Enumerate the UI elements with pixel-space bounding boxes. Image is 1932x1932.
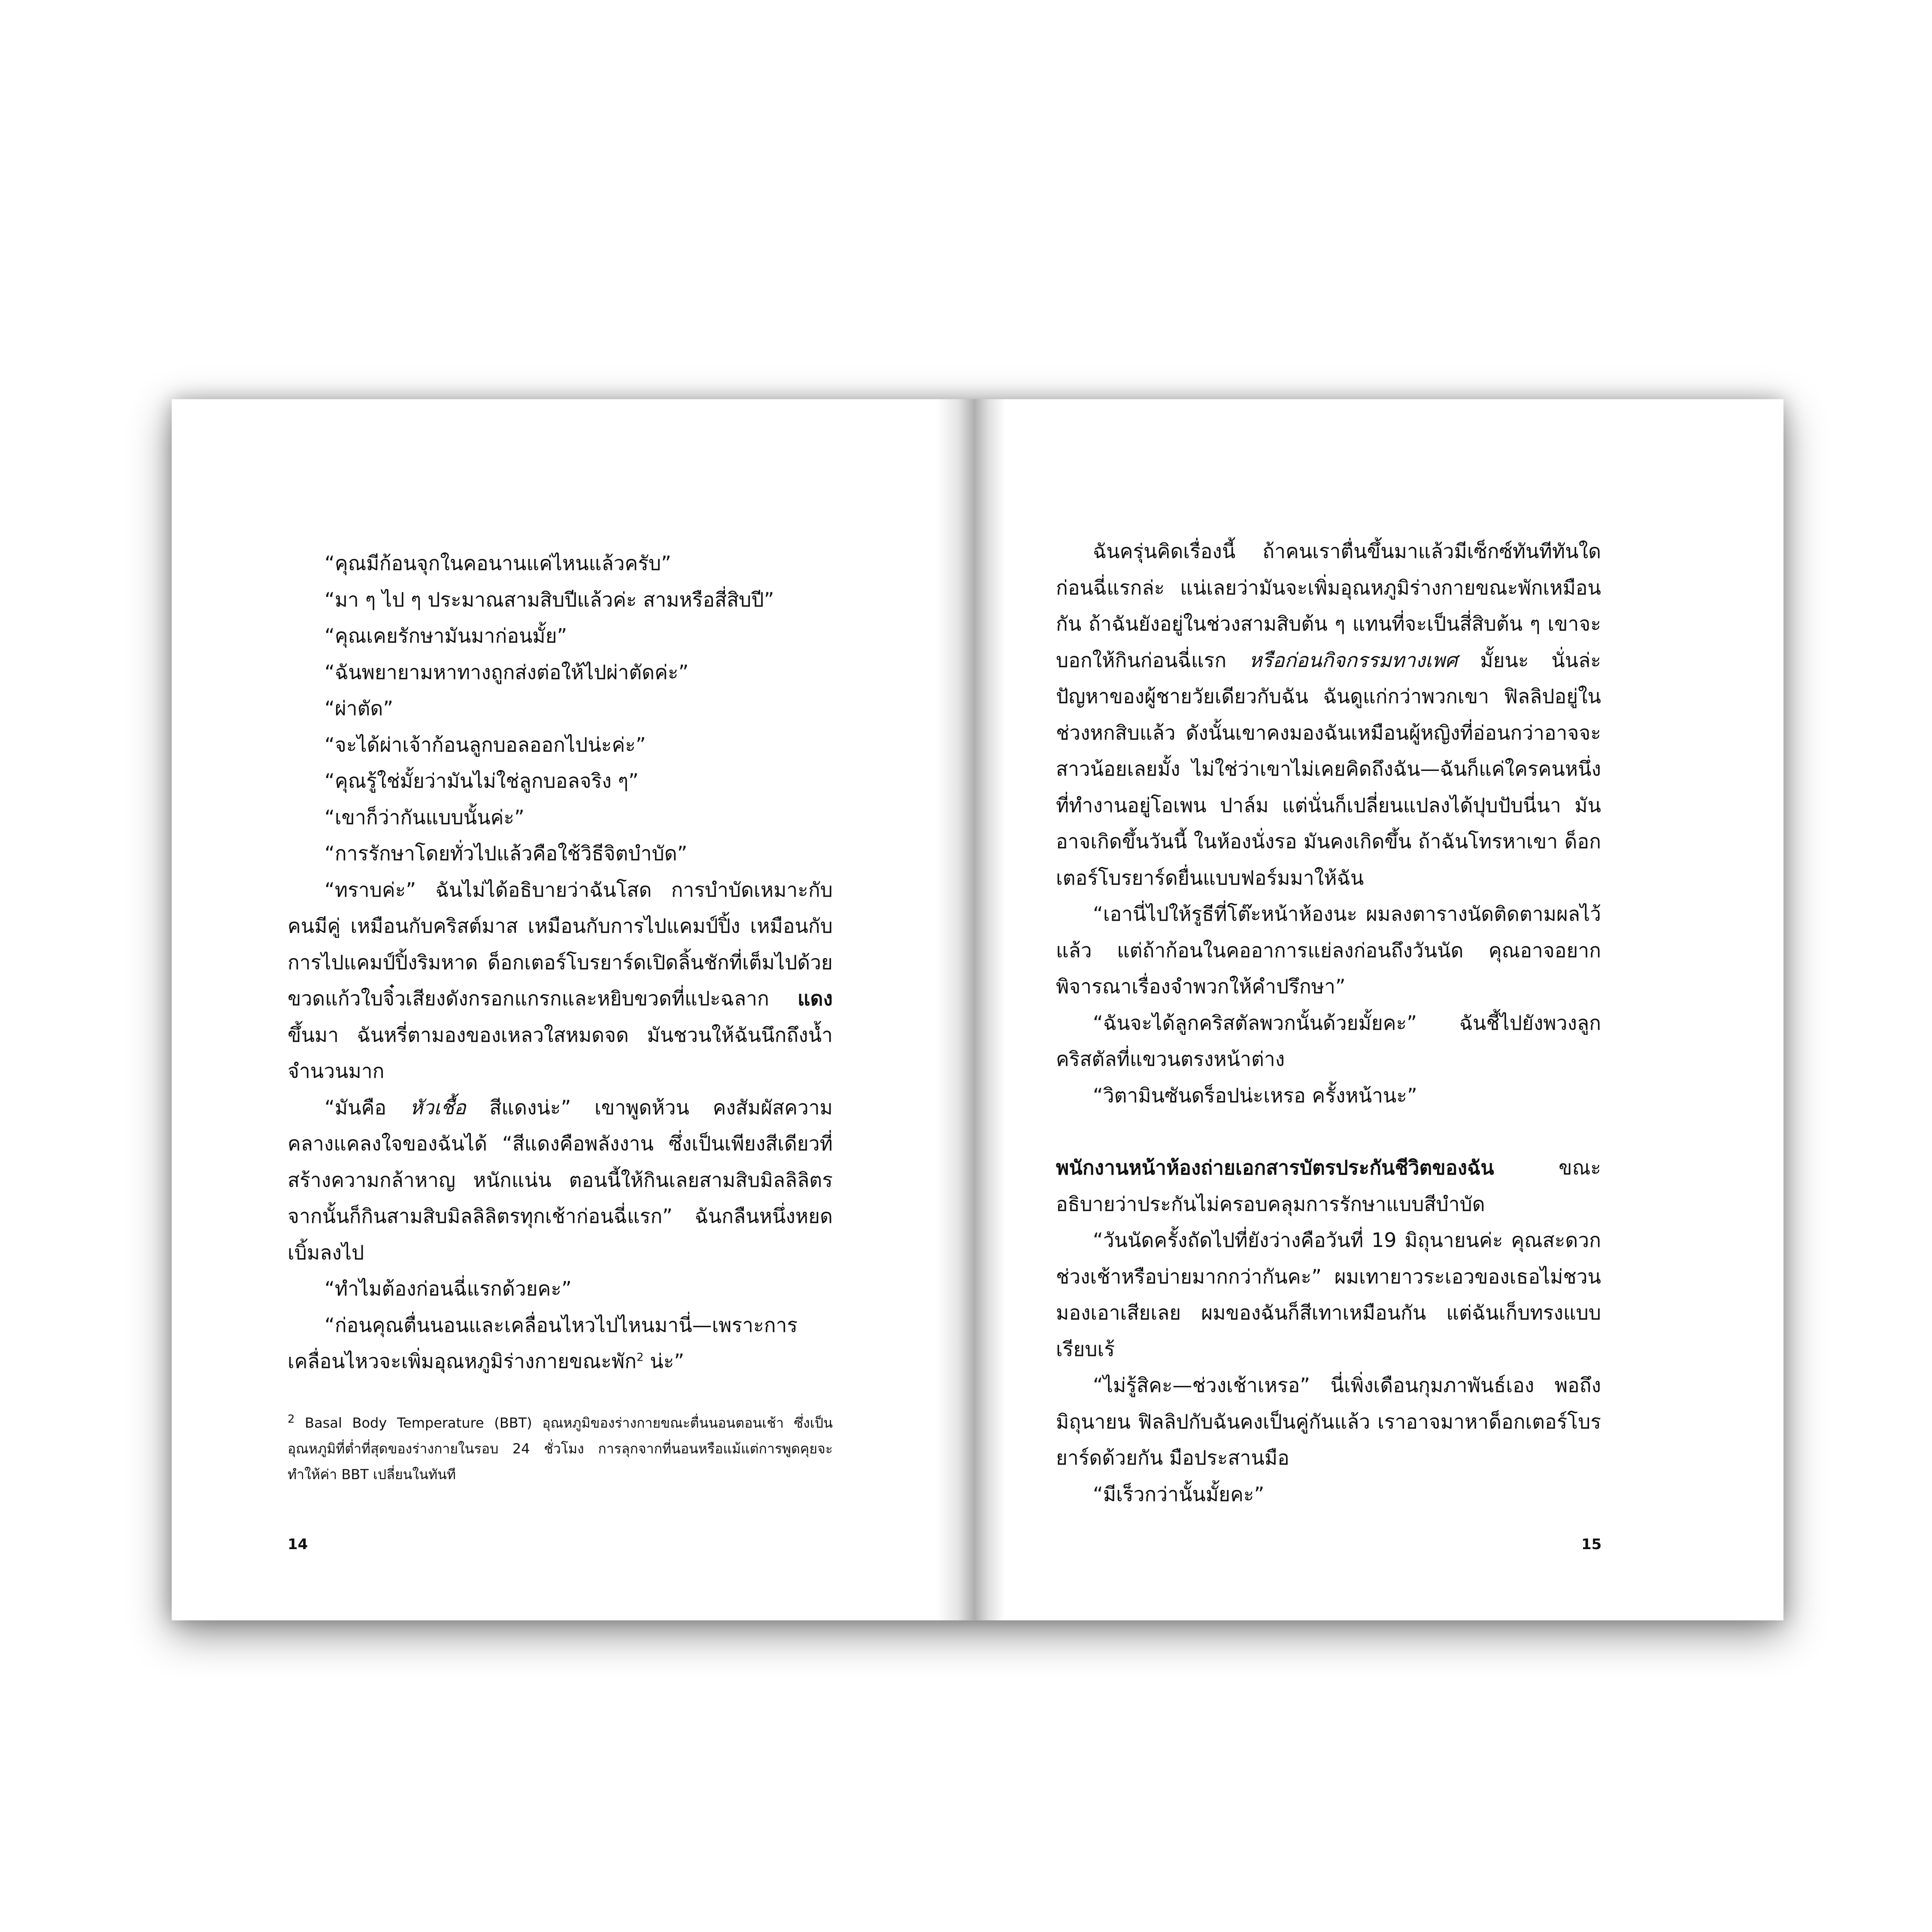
paragraph: “คุณมีก้อนจุกในคอนานแค่ไหนแล้วครับ” [325,552,671,575]
bold-label: แดง [798,987,833,1010]
text-run: “มันคือ [325,1095,410,1119]
footnote-text: Basal Body Temperature (BBT) อุณหภูมิของร่างกายขณะตื่นนอนตอนเช้า ซึ่งเป็นอุณหภูมิที่ต่ำที่สุดของร่างกายในรอบ 24 ชั่วโมง การลุกจากที่นอนหรือแม้แต่การพูดคุยจะทำให้ค่า BBT เปลี่ยนในทันที [288,1415,833,1483]
paragraph: “วันนัดครั้งถัดไปที่ยังว่างคือวันที่ 19 มิถุนายนค่ะ คุณสะดวกช่วงเช้าหรือบ่ายมากกว่ากันคะ” ผมเทายาวระเอวของเธอไม่ชวนมองเอาเสียเลย ผมของฉันก็สีเทาเหมือนกัน แต่ฉันเก็บทรงแบบเรียบเร้ [1056,1228,1601,1361]
text-run: ขณะอธิบายว่าประกันไม่ครอบคลุมการรักษาแบบสีบำบัด [1056,1156,1601,1216]
right-page [975,399,1783,1620]
text-run: น่ะ” [643,1350,685,1373]
gutter-shadow [937,399,975,1620]
page-number: 14 [288,1536,308,1553]
section-opening-paragraph [1056,1149,1601,1222]
left-page-body [288,545,833,1380]
footnote-number: 2 [288,1413,295,1426]
page-number: 15 [1581,1536,1602,1553]
text-run: “ทราบค่ะ” ฉันไม่ได้อธิบายว่าฉันโสด การบำบัดเหมาะกับคนมีคู่ เหมือนกับคริสต์มาส เหมือนกับการไปแคมป์ปิ้ง เหมือนกับการไปแคมป์ปิ้งริมหาด ด็อกเตอร์โบรยาร์ดเปิดลิ้นชักที่เต็มไปด้วยขวดแก้วใบจิ๋วเสียงดังกรอกแกรกและหยิบขวดที่แปะฉลาก [288,878,833,1010]
paragraph: “คุณรู้ใช่มั้ยว่ามันไม่ใช่ลูกบอลจริง ๆ” [325,769,639,792]
paragraph: “ทำไมต้องก่อนฉี่แรกด้วยคะ” [325,1277,572,1300]
footnote [288,1410,833,1487]
paragraph [288,872,833,1089]
bold-lead-in: พนักงานหน้าห้องถ่ายเอกสารบัตรประกันชีวิตของฉัน [1056,1156,1494,1179]
paragraph: “วิตามินซันดร็อปน่ะเหรอ ครั้งหน้านะ” [1093,1083,1417,1107]
paragraph: “จะได้ผ่าเจ้าก้อนลูกบอลออกไปน่ะค่ะ” [325,733,646,756]
paragraph: “ฉันพยายามหาทางถูกส่งต่อให้ไปผ่าตัดค่ะ” [325,660,689,684]
paragraph: “เอานี่ไปให้รูธีที่โต๊ะหน้าห้องนะ ผมลงตารางนัดติดตามผลไว้แล้ว แต่ถ้าก้อนในคออาการแย่ลงก่อนถึงวันนัด คุณอาจอยากพิจารณาเรื่องจำพวกให้คำปรึกษา” [1056,902,1601,998]
text-run: ฉันครุ่นคิดเรื่องนี้ ถ้าคนเราตื่นขึ้นมาแล้วมีเซ็กซ์ทันทีทันใดก่อนฉี่แรกล่ะ แน่เลยว่ามันจะเพิ่มอุณหภูมิร่างกายขณะพักเหมือนกัน ถ้าฉันยังอยู่ในช่วงสามสิบต้น ๆ แทนที่จะเป็นสี่สิบต้น ๆ เขาจะบอกให้กินก่อนฉี่แรก [1056,540,1601,672]
italic-term: หัวเชื้อ [409,1095,466,1119]
paragraph: “ฉันจะได้ลูกคริสตัลพวกนั้นด้วยมั้ยคะ” ฉันชี้ไปยังพวงลูกคริสตัลที่แขวนตรงหน้าต่าง [1056,1011,1601,1071]
paragraph [288,1307,833,1380]
text-run: ขึ้นมา ฉันหรี่ตามองของเหลวใสหมดจด มันชวนให้ฉันนึกถึงน้ำจำนวนมาก [288,1023,833,1083]
paragraph: “มีเร็วกว่านั้นมั้ยคะ” [1093,1482,1265,1506]
paragraph [1056,533,1601,896]
text-run: มั้ยนะ นั่นล่ะปัญหาของผู้ชายวัยเดียวกับฉัน ฉันดูแก่กว่าพวกเขา ฟิลลิปอยู่ในช่วงหกสิบแล้ว ดังนั้นเขาคงมองฉันเหมือนผู้หญิงที่อ่อนกว่าอาจจะสาวน้อยเลยมั้ง ไม่ใช่ว่าเขาไม่เคยคิดถึงฉัน—ฉันก็แค่ใครคนหนึ่งที่ทำงานอยู่โอเพน ปาล์ม แต่นั่นก็เปลี่ยนแปลงได้ปุบปับนี่นา มันอาจเกิดขึ้นวันนี้ ในห้องนั่งรอ มันคงเกิดขึ้น ถ้าฉันโทรหาเขา ด็อกเตอร์โบรยาร์ดยื่นแบบฟอร์มมาให้ฉัน [1056,648,1601,889]
paragraph: “เขาก็ว่ากันแบบนั้นค่ะ” [325,805,525,829]
italic-phrase: หรือก่อนกิจกรรมทางเพศ [1249,648,1458,672]
text-run: “ก่อนคุณตื่นนอนและเคลื่อนไหวไปไหนมานี่—เพราะการเคลื่อนไหวจะเพิ่มอุณหภูมิร่างกายขณะพัก [288,1313,798,1373]
paragraph: “มา ๆ ไป ๆ ประมาณสามสิบปีแล้วค่ะ สามหรือสี่สิบปี” [325,588,774,611]
paragraph: “การรักษาโดยทั่วไปแล้วคือใช้วิธีจิตบำบัด” [325,842,688,865]
text-run: สีแดงน่ะ” เขาพูดห้วน คงสัมผัสความคลางแคลงใจของฉันได้ “สีแดงคือพลังงาน ซึ่งเป็นเพียงสีเดียวที่สร้างความกล้าหาญ หนักแน่น ตอนนี้ให้กินเลยสามสิบมิลลิลิตร จากนั้นก็กินสามสิบมิลลิลิตรทุกเช้าก่อนฉี่แรก” ฉันกลืนหนึ่งหยดเบิ้มลงไป [288,1095,833,1264]
left-page [172,399,975,1620]
right-page-body [1056,533,1601,1512]
gutter-shadow [975,399,1005,1620]
paragraph: “ผ่าตัด” [325,697,394,720]
book-spread [172,399,1783,1620]
paragraph: “ไม่รู้สิคะ—ช่วงเช้าเหรอ” นี่เพิ่งเดือนกุมภาพันธ์เอง พอถึงมิถุนายน ฟิลลิปกับฉันคงเป็นคู่กันแล้ว เราอาจมาหาด็อกเตอร์โบรยาร์ดด้วยกัน มือประสานมือ [1056,1374,1601,1469]
paragraph: “คุณเคยรักษามันมาก่อนมั้ย” [325,624,567,647]
footnote-marker: 2 [636,1351,644,1364]
paragraph [288,1089,833,1271]
